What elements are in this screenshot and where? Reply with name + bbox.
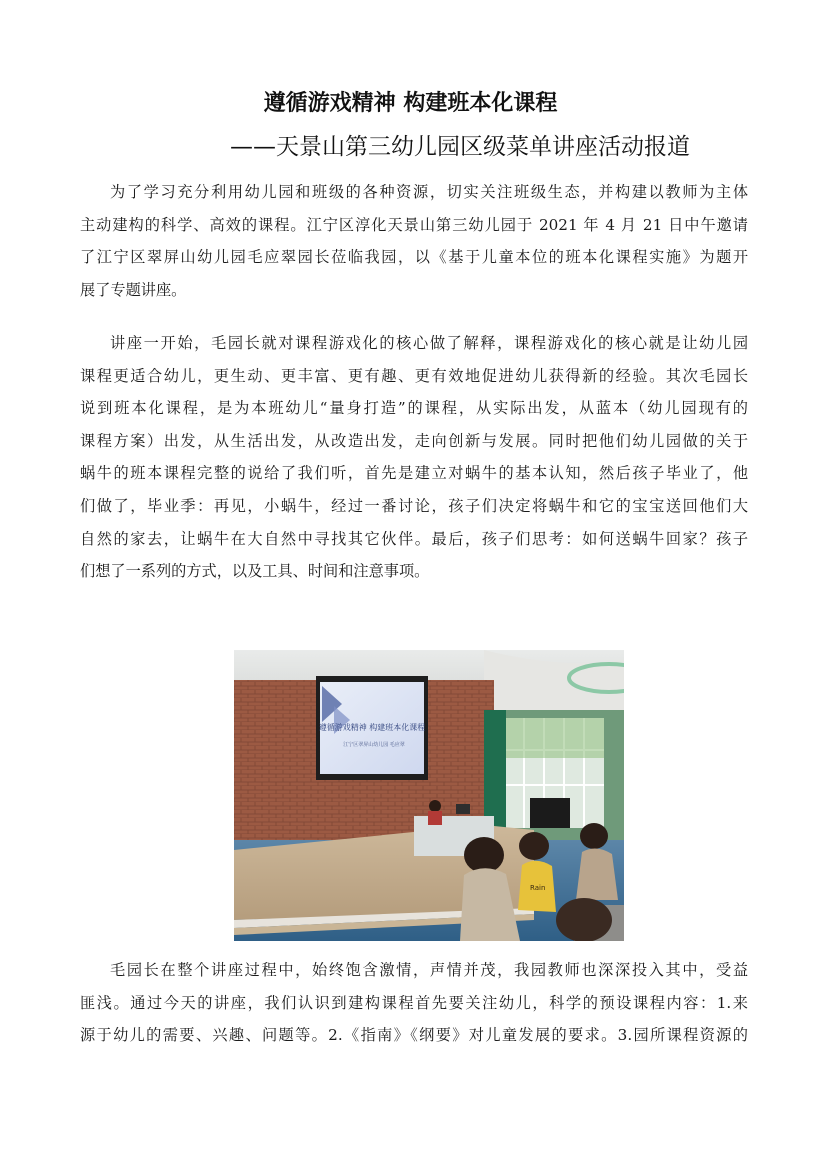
paragraph-line: 课程方案）出发，从生活出发，从改造出发，走向创新与发展。同时把他们幼儿园做的关于 <box>80 431 748 450</box>
paragraph-2 <box>80 327 748 588</box>
slide-subtitle: 江宁区翠屏山幼儿园 毛应翠 <box>343 742 405 748</box>
shirt-text: Rain <box>530 884 546 892</box>
paragraph-line: 课程更适合幼儿，更生动、更丰富、更有趣、更有效地促进幼儿获得新的经验。其次毛园长 <box>80 366 748 385</box>
lecture-photo <box>234 650 624 941</box>
paragraph-line: 了江宁区翠屏山幼儿园毛应翠园长莅临我园，以《基于儿童本位的班本化课程实施》为题开 <box>80 248 748 267</box>
slide-title: 遵循游戏精神 构建班本化课程 <box>318 723 426 732</box>
paragraph-line: 说到班本化课程，是为本班幼儿“量身打造”的课程，从实际出发，从蓝本（幼儿园现有的 <box>80 399 748 418</box>
paragraph-line: 源于幼儿的需要、兴趣、问题等。2.《指南》《纲要》对儿童发展的要求。3.园所课程资源的 <box>80 1026 748 1045</box>
lecture-photo-illustration <box>234 650 624 941</box>
paragraph-line: 们做了，毕业季：再见，小蜗牛，经过一番讨论，孩子们决定将蜗牛和它的宝宝送回他们大 <box>80 496 748 515</box>
document-subtitle: ——天景山第三幼儿园区级菜单讲座活动报道 <box>230 134 690 160</box>
paragraph-line: 展了专题讲座。 <box>80 280 187 299</box>
paragraph-3 <box>80 954 748 1052</box>
paragraph-line: 主动建构的科学、高效的课程。江宁区淳化天景山第三幼儿园于 2021 年 4 月 21 日中午邀请 <box>80 215 748 234</box>
document-title: 遵循游戏精神 构建班本化课程 <box>263 91 558 116</box>
paragraph-line: 匪浅。通过今天的讲座，我们认识到建构课程首先要关注幼儿，科学的预设课程内容：1.来 <box>80 993 748 1012</box>
paragraph-line: 蜗牛的班本课程完整的说给了我们听，首先是建立对蜗牛的基本认知，然后孩子毕业了，他 <box>80 464 748 483</box>
paragraph-line: 自然的家去，让蜗牛在大自然中寻找其它伙伴。最后，孩子们思考：如何送蜗牛回家？孩子 <box>80 529 748 548</box>
paragraph-line: 们想了一系列的方式，以及工具、时间和注意事项。 <box>80 562 430 581</box>
paragraph-1 <box>80 176 748 306</box>
paragraph-line: 为了学习充分利用幼儿园和班级的各种资源，切实关注班级生态，并构建以教师为主体 <box>110 183 748 201</box>
paragraph-line: 毛园长在整个讲座过程中，始终饱含激情，声情并茂，我园教师也深深投入其中，受益 <box>110 961 748 979</box>
paragraph-line: 讲座一开始，毛园长就对课程游戏化的核心做了解释，课程游戏化的核心就是让幼儿园 <box>110 334 748 352</box>
